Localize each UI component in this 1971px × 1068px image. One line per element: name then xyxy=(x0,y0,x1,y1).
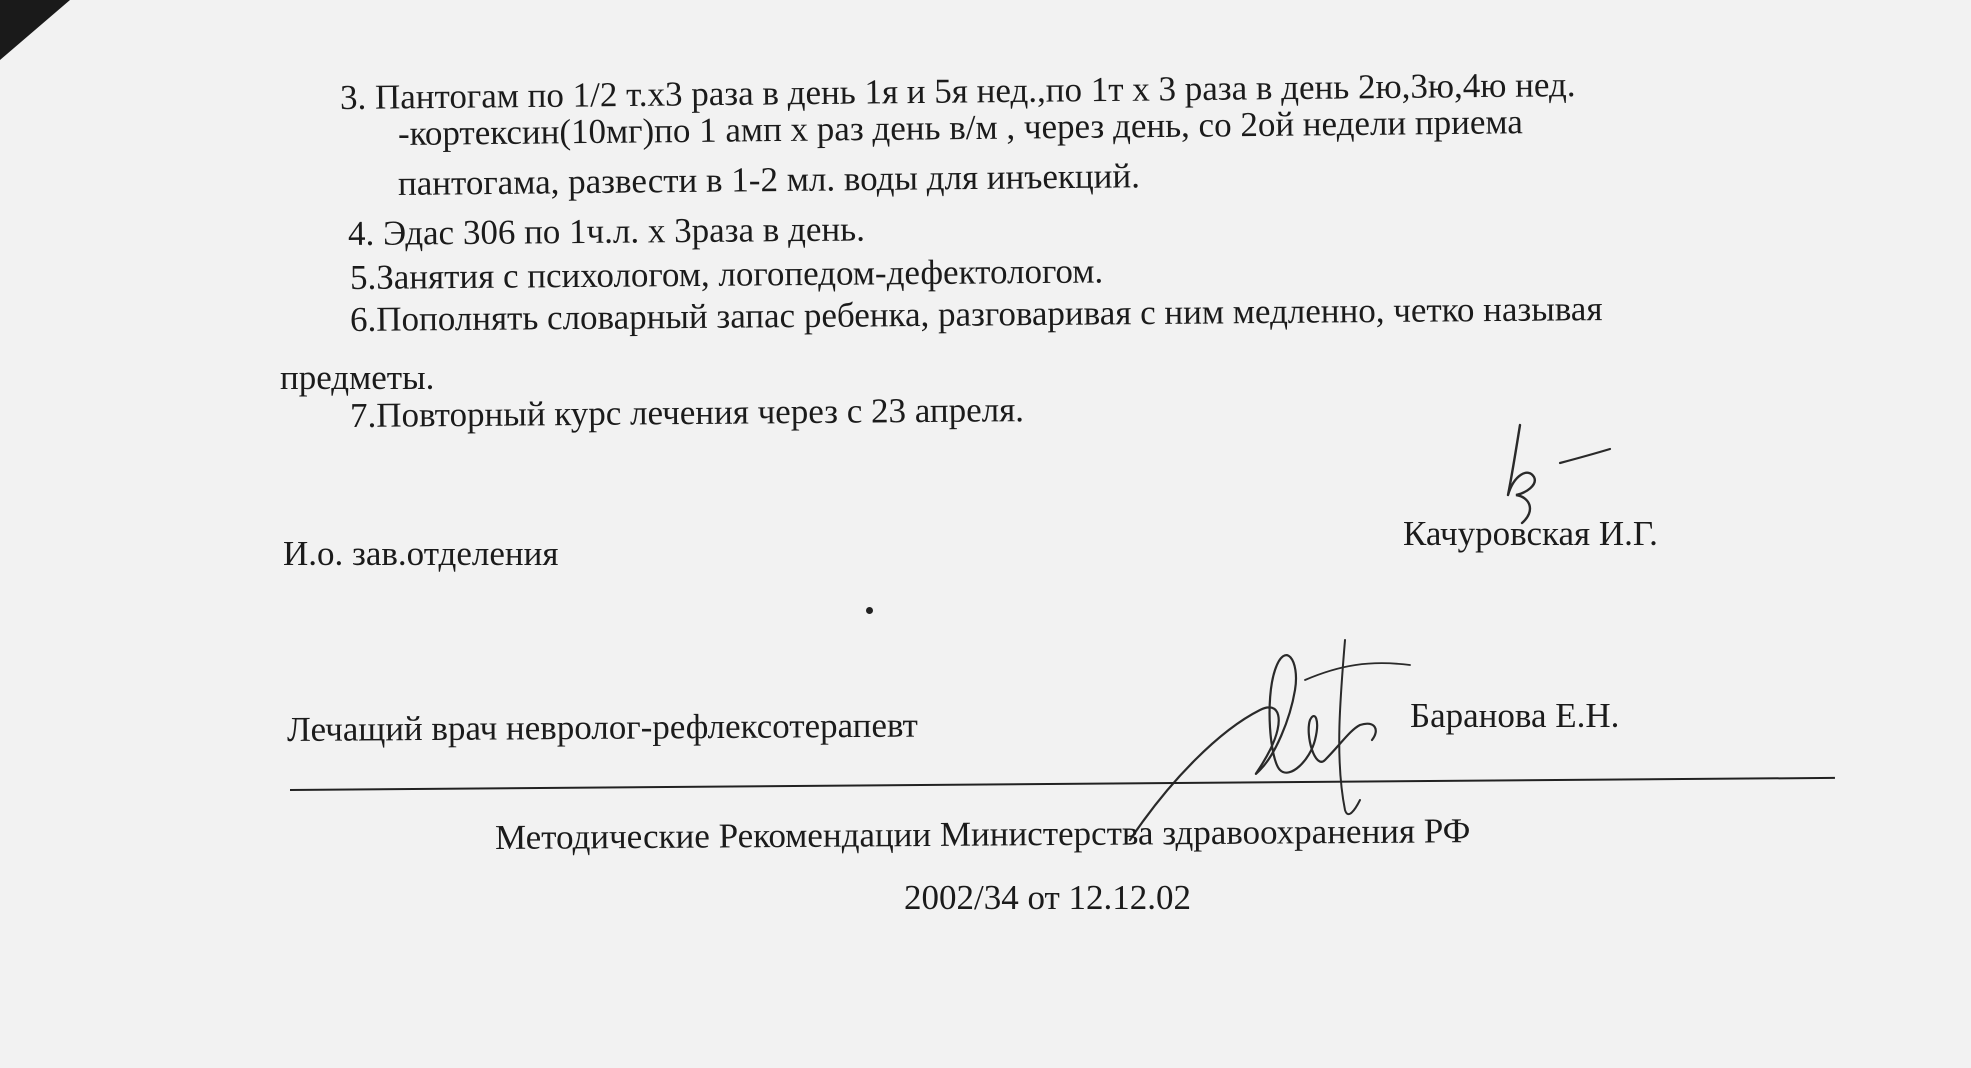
attending-doctor-title: Лечащий врач невролог-рефлексотерапевт xyxy=(286,705,918,749)
item-5: 5.Занятия с психологом, логопедом-дефектологом. xyxy=(349,251,1104,297)
item-6-line-1: 6.Пополнять словарный запас ребенка, разговаривая с ним медленно, четко называя xyxy=(349,289,1603,339)
item-3-line-3: пантогама, развести в 1-2 мл. воды для инъекций. xyxy=(397,156,1141,203)
footer-document-number: 2002/34 от 12.12.02 xyxy=(904,878,1192,917)
reverse-side-bleed xyxy=(820,470,1820,1030)
item-3-line-1: 3. Пантогам по 1/2 т.х3 раза в день 1я и 5я нед.,по 1т х 3 раза в день 2ю,3ю,4ю нед. xyxy=(339,65,1576,117)
attending-doctor-name: Баранова Е.Н. xyxy=(1410,696,1620,735)
head-of-department-name: Качуровская И.Г. xyxy=(1403,514,1658,553)
item-6-line-2: предметы. xyxy=(280,358,435,397)
footer-recommendations-title: Методические Рекомендации Министерства здравоохранения РФ xyxy=(494,811,1471,857)
item-4: 4. Эдас 306 по 1ч.л. х 3раза в день. xyxy=(347,209,866,253)
item-7: 7.Повторный курс лечения через с 23 апреля. xyxy=(349,390,1025,435)
separator-line xyxy=(290,777,1835,791)
head-of-department-title: И.о. зав.отделения xyxy=(283,534,559,573)
scan-corner-mark xyxy=(0,0,70,60)
item-3-line-2: -кортексин(10мг)по 1 амп х раз день в/м , через день, со 2ой недели приема xyxy=(397,102,1524,153)
ink-dot xyxy=(866,607,873,614)
